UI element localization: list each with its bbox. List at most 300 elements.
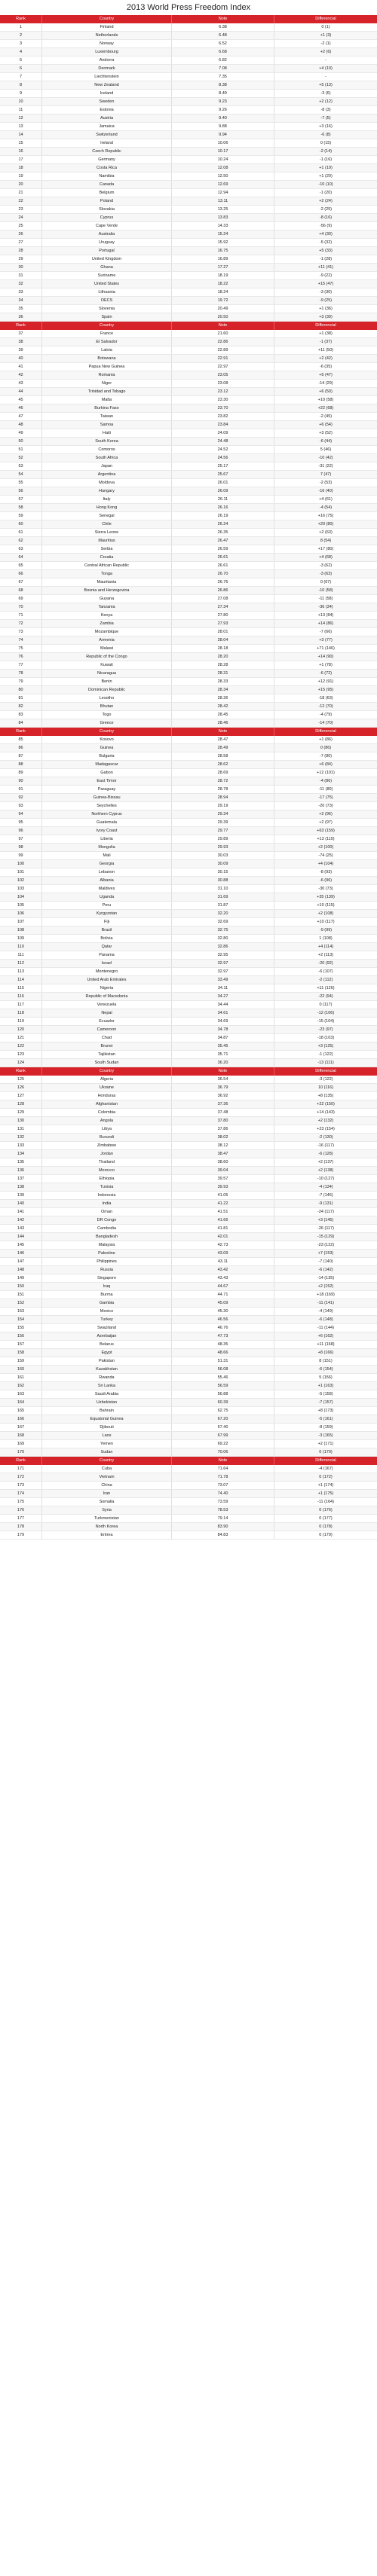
cell-country: Estonia bbox=[42, 106, 172, 114]
cell-note: 22.89 bbox=[172, 346, 274, 354]
cell-rank: 69 bbox=[0, 595, 42, 603]
cell-diff: -8 (159) bbox=[318, 1425, 333, 1430]
cell-rank: 119 bbox=[0, 1018, 42, 1025]
table-row bbox=[0, 678, 377, 686]
table-row bbox=[0, 694, 377, 703]
cell-note: 38.47 bbox=[172, 1150, 274, 1158]
cell-note: 25.17 bbox=[172, 462, 274, 470]
cell-note: 28.34 bbox=[172, 686, 274, 694]
cell-rank: 151 bbox=[0, 1291, 42, 1299]
table-row bbox=[0, 1059, 377, 1067]
cell-rank: 174 bbox=[0, 1490, 42, 1497]
cell-note: 26.61 bbox=[172, 562, 274, 569]
table-row bbox=[0, 1018, 377, 1026]
cell-country: Egypt bbox=[42, 1349, 172, 1357]
cell-note: 26.59 bbox=[172, 545, 274, 553]
cell-country: Iran bbox=[42, 1490, 172, 1497]
cell-rank: 98 bbox=[0, 844, 42, 851]
cell-rank: 109 bbox=[0, 935, 42, 942]
cell-rank: 145 bbox=[0, 1241, 42, 1249]
cell-country: Cambodia bbox=[42, 1225, 172, 1232]
cell-note: 34.69 bbox=[172, 1018, 274, 1025]
cell-country: Cyprus bbox=[42, 214, 172, 221]
cell-diff: -2 (112) bbox=[318, 978, 333, 982]
cell-rank: 47 bbox=[0, 413, 42, 420]
cell-country: Niger bbox=[42, 380, 172, 387]
cell-diff: +7 (153) bbox=[317, 1251, 334, 1256]
cell-diff: +3 (52) bbox=[319, 431, 333, 435]
cell-country: Brunei bbox=[42, 1042, 172, 1050]
cell-note: 10.24 bbox=[172, 156, 274, 163]
cell-diff: - bbox=[325, 58, 326, 63]
cell-diff: 0 (15) bbox=[320, 141, 332, 145]
cell-country: Zimbabwe bbox=[42, 1142, 172, 1149]
table-row bbox=[0, 902, 377, 910]
table-row bbox=[0, 164, 377, 172]
cell-country: Oman bbox=[42, 1208, 172, 1216]
cell-diff: 0 (117) bbox=[319, 1003, 333, 1007]
table-row bbox=[0, 1324, 377, 1332]
table-row bbox=[0, 935, 377, 943]
table-row bbox=[0, 247, 377, 255]
cell-rank: 80 bbox=[0, 686, 42, 694]
cell-diff: -11 (58) bbox=[318, 597, 333, 601]
cell-diff: +3 (145) bbox=[317, 1218, 334, 1222]
cell-note: 9.40 bbox=[172, 114, 274, 122]
table-row bbox=[0, 578, 377, 587]
cell-diff: +1 (3) bbox=[320, 33, 332, 38]
cell-note: 28.18 bbox=[172, 645, 274, 652]
cell-diff: -9 (99) bbox=[319, 928, 333, 932]
cell-diff: +35 (139) bbox=[317, 895, 335, 899]
cell-rank: 128 bbox=[0, 1100, 42, 1108]
cell-country: Costa Rica bbox=[42, 164, 172, 172]
cell-country: Guinea bbox=[42, 744, 172, 752]
cell-rank: 52 bbox=[0, 454, 42, 462]
cell-country: Swaziland bbox=[42, 1324, 172, 1332]
cell-country: Laos bbox=[42, 1432, 172, 1439]
table-row bbox=[0, 794, 377, 802]
cell-diff: -7 (80) bbox=[319, 754, 333, 758]
cell-note: 28.62 bbox=[172, 761, 274, 768]
cell-note: 22.86 bbox=[172, 338, 274, 346]
cell-diff: -8 (93) bbox=[319, 870, 333, 874]
cell-country: Mongolia bbox=[42, 844, 172, 851]
cell-note: 42.01 bbox=[172, 1233, 274, 1241]
cell-country: Pakistan bbox=[42, 1357, 172, 1365]
cell-rank: 64 bbox=[0, 554, 42, 561]
cell-rank: 48 bbox=[0, 421, 42, 429]
cell-diff: -31 (22) bbox=[318, 464, 333, 469]
cell-diff: -14 (29) bbox=[318, 381, 333, 386]
cell-rank: 129 bbox=[0, 1109, 42, 1116]
cell-country: Equatorial Guinea bbox=[42, 1415, 172, 1423]
cell-country: Gabon bbox=[42, 769, 172, 777]
cell-rank: 168 bbox=[0, 1432, 42, 1439]
cell-diff: +10 (115) bbox=[317, 903, 335, 908]
cell-diff: +17 (80) bbox=[317, 547, 334, 551]
cell-note: 35.71 bbox=[172, 1051, 274, 1058]
table-row bbox=[0, 885, 377, 893]
header-country: Country bbox=[42, 728, 172, 736]
table-row bbox=[0, 396, 377, 404]
cell-rank: 56 bbox=[0, 487, 42, 495]
cell-country: Bolivia bbox=[42, 935, 172, 942]
cell-note: 46.56 bbox=[172, 1316, 274, 1323]
cell-rank: 110 bbox=[0, 943, 42, 951]
cell-note: 28.36 bbox=[172, 694, 274, 702]
cell-rank: 71 bbox=[0, 612, 42, 619]
cell-note: 56.59 bbox=[172, 1382, 274, 1390]
cell-rank: 49 bbox=[0, 429, 42, 437]
cell-country: Thailand bbox=[42, 1158, 172, 1166]
table-row bbox=[0, 1117, 377, 1125]
table-row bbox=[0, 48, 377, 56]
table-row bbox=[0, 1241, 377, 1250]
cell-note: 10.17 bbox=[172, 148, 274, 155]
cell-diff: +13 (110) bbox=[317, 837, 335, 841]
table-row bbox=[0, 1349, 377, 1357]
cell-country: Republic of the Congo bbox=[42, 653, 172, 661]
table-row bbox=[0, 1390, 377, 1399]
cell-note: 18.22 bbox=[172, 280, 274, 288]
cell-diff: -10 (127) bbox=[317, 1177, 335, 1181]
cell-diff: -11 (144) bbox=[317, 1326, 334, 1330]
table-row bbox=[0, 1125, 377, 1134]
header-country: Country bbox=[42, 1067, 172, 1076]
table-row bbox=[0, 239, 377, 247]
cell-rank: 65 bbox=[0, 562, 42, 569]
header-note: Note bbox=[172, 15, 274, 23]
table-row bbox=[0, 1084, 377, 1092]
cell-country: Norway bbox=[42, 40, 172, 47]
cell-rank: 132 bbox=[0, 1134, 42, 1141]
cell-note: 24.48 bbox=[172, 438, 274, 445]
table-row bbox=[0, 545, 377, 554]
cell-diff: +63 (159) bbox=[317, 829, 335, 833]
cell-country: Northern Cyprus bbox=[42, 810, 172, 818]
table-row bbox=[0, 810, 377, 819]
cell-country: Ecuador bbox=[42, 1018, 172, 1025]
cell-note: 29.39 bbox=[172, 819, 274, 826]
cell-country: Czech Republic bbox=[42, 148, 172, 155]
cell-rank: 42 bbox=[0, 371, 42, 379]
cell-rank: 23 bbox=[0, 206, 42, 213]
cell-rank: 166 bbox=[0, 1415, 42, 1423]
cell-diff: +6 (54) bbox=[319, 423, 333, 427]
cell-note: 29.89 bbox=[172, 835, 274, 843]
cell-country: Taiwan bbox=[42, 413, 172, 420]
cell-country: Jordan bbox=[42, 1150, 172, 1158]
cell-rank: 176 bbox=[0, 1506, 42, 1514]
table-row bbox=[0, 1432, 377, 1440]
cell-note: 26.86 bbox=[172, 587, 274, 594]
table-row bbox=[0, 512, 377, 520]
header-note: Note bbox=[172, 1067, 274, 1076]
header-diff: Differencial bbox=[315, 1458, 336, 1463]
cell-country: Azerbaijan bbox=[42, 1332, 172, 1340]
cell-country: Rwanda bbox=[42, 1374, 172, 1381]
cell-country: Bosnia and Herzegovina bbox=[42, 587, 172, 594]
cell-note: 48.66 bbox=[172, 1349, 274, 1357]
cell-note: 18.19 bbox=[172, 272, 274, 279]
table-row bbox=[0, 835, 377, 844]
cell-note: 45.30 bbox=[172, 1308, 274, 1315]
cell-diff: -3 (6) bbox=[320, 91, 331, 96]
cell-diff: +1 (78) bbox=[319, 663, 333, 667]
cell-rank: 27 bbox=[0, 239, 42, 246]
cell-diff: -13 (111) bbox=[317, 1061, 334, 1065]
cell-diff: -5 (161) bbox=[318, 1417, 333, 1421]
table-row bbox=[0, 1448, 377, 1457]
cell-rank: 25 bbox=[0, 222, 42, 230]
cell-note: 23.08 bbox=[172, 380, 274, 387]
cell-note: 36.92 bbox=[172, 1092, 274, 1100]
cell-rank: 114 bbox=[0, 976, 42, 984]
cell-diff: 0 (67) bbox=[320, 580, 332, 584]
cell-rank: 28 bbox=[0, 247, 42, 255]
cell-rank: 178 bbox=[0, 1523, 42, 1531]
cell-rank: 175 bbox=[0, 1498, 42, 1506]
cell-note: 30.03 bbox=[172, 852, 274, 859]
cell-country: Dominican Republic bbox=[42, 686, 172, 694]
cell-rank: 86 bbox=[0, 744, 42, 752]
cell-note: 56.88 bbox=[172, 1390, 274, 1398]
cell-rank: 93 bbox=[0, 802, 42, 810]
table-row bbox=[0, 206, 377, 214]
cell-diff: -24 (117) bbox=[317, 1210, 334, 1214]
cell-country: Andorra bbox=[42, 56, 172, 64]
table-row bbox=[0, 504, 377, 512]
cell-country: Palestine bbox=[42, 1250, 172, 1257]
cell-diff: -9 (22) bbox=[319, 273, 333, 278]
cell-country: Jamaica bbox=[42, 123, 172, 130]
table-row bbox=[0, 1357, 377, 1366]
cell-note: 26.16 bbox=[172, 504, 274, 511]
cell-note: 8.49 bbox=[172, 90, 274, 97]
cell-country: Uganda bbox=[42, 893, 172, 901]
cell-rank: 39 bbox=[0, 346, 42, 354]
cell-country: Malaysia bbox=[42, 1241, 172, 1249]
cell-rank: 142 bbox=[0, 1216, 42, 1224]
cell-country: Zambia bbox=[42, 620, 172, 627]
cell-note: 34.87 bbox=[172, 1034, 274, 1042]
cell-country: Kuwait bbox=[42, 661, 172, 669]
cell-diff: +2 (171) bbox=[317, 1442, 334, 1446]
cell-diff: -9 (131) bbox=[318, 1201, 333, 1206]
cell-note: 28.46 bbox=[172, 719, 274, 727]
cell-diff: -7 (140) bbox=[318, 1259, 333, 1264]
cell-country: Chad bbox=[42, 1034, 172, 1042]
cell-note: 26.11 bbox=[172, 496, 274, 503]
cell-rank: 148 bbox=[0, 1266, 42, 1274]
cell-rank: 131 bbox=[0, 1125, 42, 1133]
cell-country: Vietnam bbox=[42, 1473, 172, 1481]
cell-note: 73.59 bbox=[172, 1498, 274, 1506]
cell-diff: -12 (106) bbox=[317, 1011, 335, 1015]
cell-diff: +4 (68) bbox=[319, 555, 333, 560]
cell-rank: 40 bbox=[0, 355, 42, 362]
cell-rank: 92 bbox=[0, 794, 42, 801]
cell-country: Togo bbox=[42, 711, 172, 719]
table-row bbox=[0, 943, 377, 951]
cell-note: 9.26 bbox=[172, 106, 274, 114]
table-row bbox=[0, 1283, 377, 1291]
cell-note: 28.78 bbox=[172, 786, 274, 793]
cell-rank: 161 bbox=[0, 1374, 42, 1381]
header-country: Country bbox=[42, 15, 172, 23]
cell-diff: +6 (50) bbox=[319, 389, 333, 394]
cell-country: Colombia bbox=[42, 1109, 172, 1116]
cell-note: 38.60 bbox=[172, 1158, 274, 1166]
table-row bbox=[0, 1382, 377, 1390]
cell-note: 62.75 bbox=[172, 1407, 274, 1415]
table-row bbox=[0, 1482, 377, 1490]
table-row bbox=[0, 1440, 377, 1448]
cell-country: Belarus bbox=[42, 1341, 172, 1348]
cell-country: Saudi Arabia bbox=[42, 1390, 172, 1398]
cell-country: Senegal bbox=[42, 512, 172, 520]
cell-country: Algeria bbox=[42, 1076, 172, 1083]
cell-country: Nepal bbox=[42, 1009, 172, 1017]
cell-diff: -4 (79) bbox=[319, 713, 333, 717]
cell-rank: 90 bbox=[0, 777, 42, 785]
cell-country: Lesotho bbox=[42, 694, 172, 702]
cell-rank: 43 bbox=[0, 380, 42, 387]
table-row bbox=[0, 1366, 377, 1374]
cell-diff: -3 (165) bbox=[318, 1433, 333, 1438]
cell-rank: 101 bbox=[0, 868, 42, 876]
cell-note: 32.80 bbox=[172, 935, 274, 942]
cell-rank: 87 bbox=[0, 752, 42, 760]
cell-diff: -30 (73) bbox=[318, 887, 333, 891]
cell-note: 13.25 bbox=[172, 206, 274, 213]
cell-rank: 130 bbox=[0, 1117, 42, 1125]
table-row bbox=[0, 786, 377, 794]
cell-country: Argentina bbox=[42, 471, 172, 478]
cell-note: 29.77 bbox=[172, 827, 274, 835]
cell-rank: 34 bbox=[0, 297, 42, 304]
cell-note: 43.09 bbox=[172, 1250, 274, 1257]
cell-country: Paraguay bbox=[42, 786, 172, 793]
cell-note: 6.52 bbox=[172, 40, 274, 47]
cell-rank: 57 bbox=[0, 496, 42, 503]
cell-diff: 5 (156) bbox=[319, 1375, 333, 1380]
cell-rank: 38 bbox=[0, 338, 42, 346]
cell-country: Guatemala bbox=[42, 819, 172, 826]
cell-rank: 153 bbox=[0, 1308, 42, 1315]
cell-note: 28.28 bbox=[172, 661, 274, 669]
cell-rank: 122 bbox=[0, 1042, 42, 1050]
cell-note: 26.76 bbox=[172, 578, 274, 586]
cell-note: 9.88 bbox=[172, 123, 274, 130]
cell-note: 26.09 bbox=[172, 487, 274, 495]
cell-diff: +3 (16) bbox=[319, 124, 333, 129]
header-note: Note bbox=[172, 728, 274, 736]
cell-diff: +1 (19) bbox=[319, 166, 333, 170]
table-row bbox=[0, 860, 377, 868]
cell-rank: 118 bbox=[0, 1009, 42, 1017]
cell-country: Turkey bbox=[42, 1316, 172, 1323]
cell-diff: 0 (1) bbox=[321, 25, 330, 29]
cell-rank: 84 bbox=[0, 719, 42, 727]
cell-diff: +3 (39) bbox=[319, 315, 333, 319]
cell-rank: 6 bbox=[0, 65, 42, 72]
cell-country: Ukraine bbox=[42, 1084, 172, 1091]
cell-rank: 18 bbox=[0, 164, 42, 172]
cell-diff: -6 (142) bbox=[318, 1268, 333, 1272]
table-row bbox=[0, 984, 377, 993]
cell-rank: 13 bbox=[0, 123, 42, 130]
cell-note: 26.47 bbox=[172, 537, 274, 545]
cell-country: Mauritania bbox=[42, 578, 172, 586]
cell-country: Eritrea bbox=[42, 1531, 172, 1539]
table-row bbox=[0, 1299, 377, 1308]
cell-note: 6.82 bbox=[172, 56, 274, 64]
cell-diff: -56 (9) bbox=[319, 224, 333, 228]
cell-rank: 68 bbox=[0, 587, 42, 594]
cell-note: 26.01 bbox=[172, 479, 274, 487]
cell-note: 36.20 bbox=[172, 1059, 274, 1067]
cell-rank: 102 bbox=[0, 877, 42, 884]
cell-country: Bahrain bbox=[42, 1407, 172, 1415]
cell-note: 26.24 bbox=[172, 520, 274, 528]
cell-note: 41.81 bbox=[172, 1225, 274, 1232]
cell-country: OECS bbox=[42, 297, 172, 304]
cell-diff: +2 (6) bbox=[320, 50, 332, 54]
cell-note: 28.01 bbox=[172, 628, 274, 636]
cell-country: Haiti bbox=[42, 429, 172, 437]
cell-rank: 154 bbox=[0, 1316, 42, 1323]
cell-note: 67.40 bbox=[172, 1424, 274, 1431]
cell-country: Seychelles bbox=[42, 802, 172, 810]
cell-note: 41.05 bbox=[172, 1192, 274, 1199]
table-row bbox=[0, 32, 377, 40]
table-group bbox=[0, 736, 377, 1067]
cell-diff: +1 (175) bbox=[317, 1491, 334, 1496]
table-row bbox=[0, 910, 377, 918]
cell-note: 26.70 bbox=[172, 570, 274, 578]
table-row bbox=[0, 587, 377, 595]
cell-diff: -6 (107) bbox=[318, 969, 333, 974]
cell-note: 43.43 bbox=[172, 1274, 274, 1282]
cell-note: 37.48 bbox=[172, 1109, 274, 1116]
table-row bbox=[0, 214, 377, 222]
cell-note: 34.11 bbox=[172, 984, 274, 992]
table-row bbox=[0, 346, 377, 355]
cell-diff: +2 (113) bbox=[317, 953, 334, 957]
cell-note: 43.11 bbox=[172, 1258, 274, 1265]
cell-diff: +2 (63) bbox=[319, 530, 333, 535]
cell-diff: -4 (167) bbox=[318, 1467, 333, 1471]
cell-rank: 14 bbox=[0, 131, 42, 139]
cell-diff: -4 (134) bbox=[318, 1185, 333, 1189]
cell-rank: 75 bbox=[0, 645, 42, 652]
cell-country: Ethiopia bbox=[42, 1175, 172, 1183]
cell-country: Madagascar bbox=[42, 761, 172, 768]
cell-note: 84.83 bbox=[172, 1531, 274, 1539]
cell-diff: -6 (148) bbox=[318, 1317, 333, 1322]
table-row bbox=[0, 230, 377, 239]
cell-diff: -14 (70) bbox=[318, 721, 333, 725]
cell-note: 39.57 bbox=[172, 1175, 274, 1183]
table-row bbox=[0, 827, 377, 835]
cell-diff: -10 (58) bbox=[318, 588, 333, 593]
table-row bbox=[0, 769, 377, 777]
cell-rank: 54 bbox=[0, 471, 42, 478]
cell-rank: 22 bbox=[0, 197, 42, 205]
cell-country: Indonesia bbox=[42, 1192, 172, 1199]
